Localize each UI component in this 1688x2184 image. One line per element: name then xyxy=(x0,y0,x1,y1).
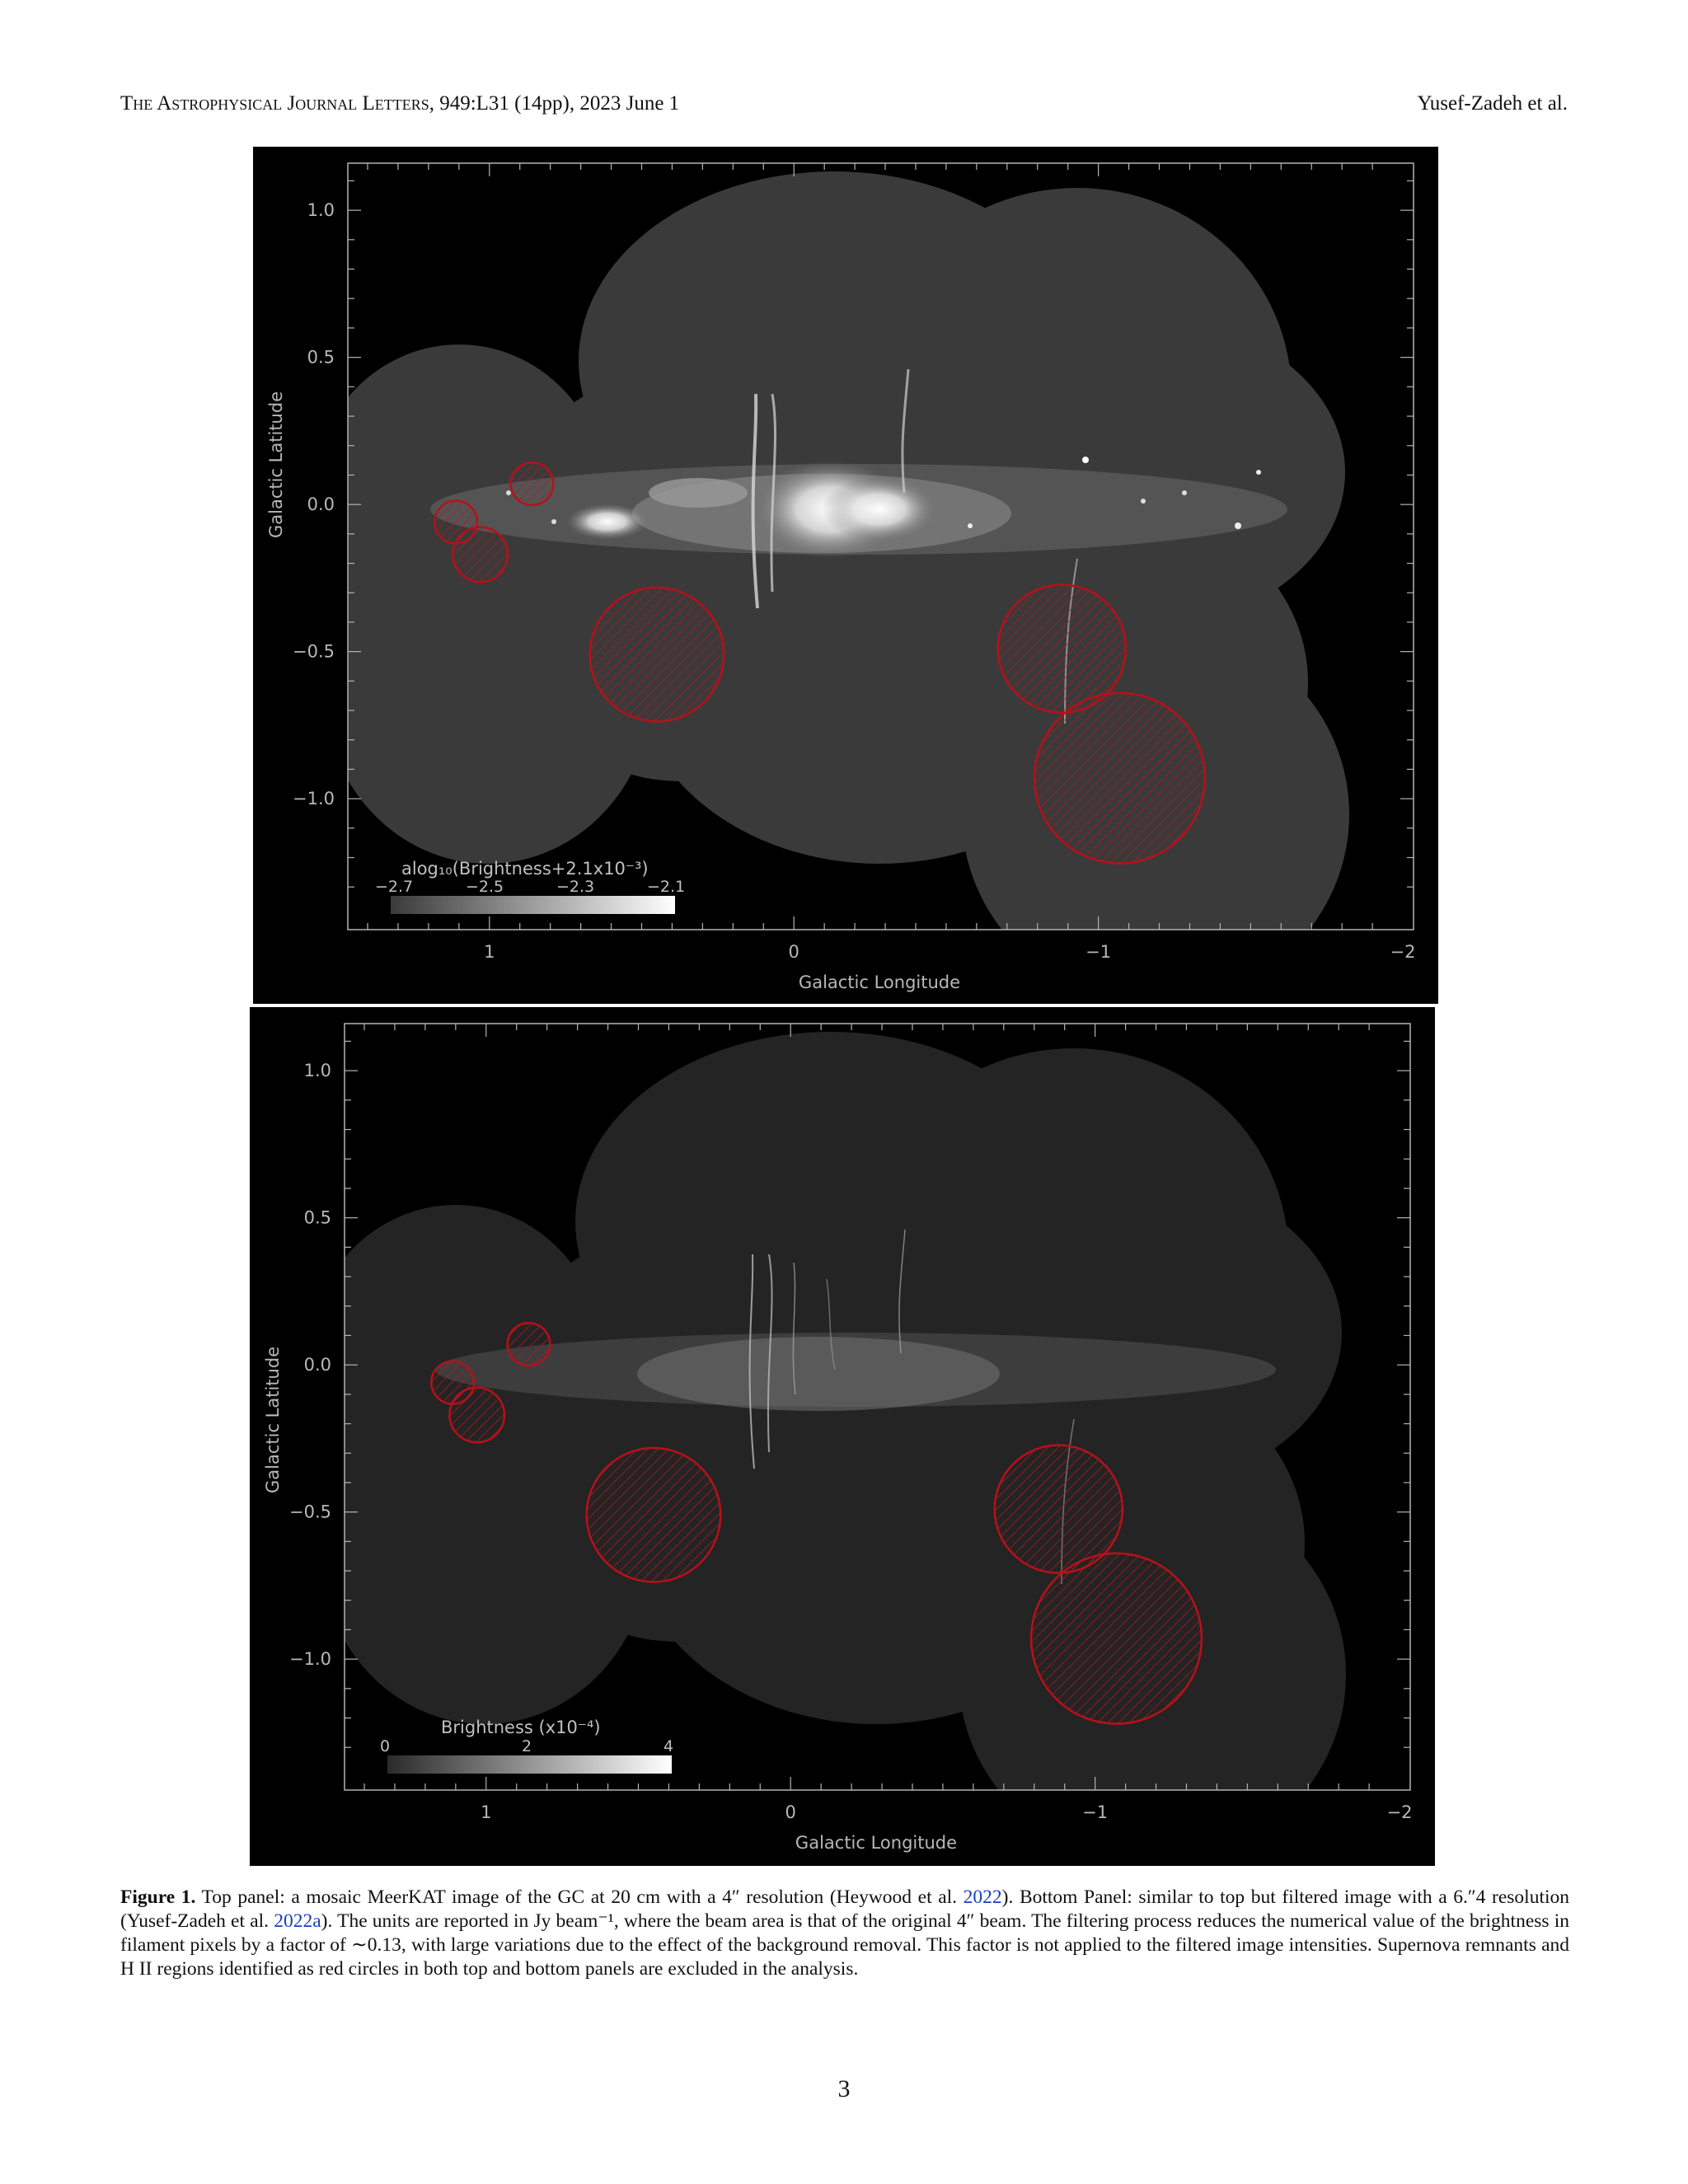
x-tick-label: 0 xyxy=(788,942,799,962)
colorbar-tick-label: −2.3 xyxy=(556,878,595,896)
colorbar xyxy=(380,1718,673,1774)
y-axis-label: Galactic Latitude xyxy=(266,391,286,538)
y-tick-label: −0.5 xyxy=(289,1502,331,1522)
x-tick-label: −1 xyxy=(1082,1802,1109,1822)
excluded-region-circle xyxy=(590,588,724,722)
colorbar-tick-label: 4 xyxy=(663,1737,674,1755)
citation-link[interactable]: 2022a xyxy=(274,1910,321,1932)
colorbar-label: alog₁₀(Brightness+2.1x10⁻³) xyxy=(401,859,649,879)
journal-name: The Astrophysical Journal Letters xyxy=(120,92,429,115)
x-tick-label: 1 xyxy=(484,942,495,962)
caption-text: Top panel: a mosaic MeerKAT image of the GC at 20 cm with a 4″ resolution (Heywood et al. xyxy=(195,1886,964,1908)
page-number: 3 xyxy=(837,2075,851,2102)
caption-label: Figure 1. xyxy=(120,1886,196,1908)
colorbar-gradient xyxy=(391,896,675,914)
y-tick-label: 0.5 xyxy=(303,1207,331,1228)
mosaic-footprint xyxy=(307,1032,1346,1864)
figure-bottom-panel xyxy=(250,1007,1435,1866)
excluded-region-circle xyxy=(1034,693,1205,864)
x-tick-label: −1 xyxy=(1085,942,1112,962)
colorbar-tick-label: −2.7 xyxy=(375,878,414,896)
y-tick-label: 0.5 xyxy=(307,347,335,368)
journal-citation: , 949:L31 (14pp), 2023 June 1 xyxy=(429,92,680,115)
top-panel-svg xyxy=(253,147,1438,1004)
y-tick-label: −1.0 xyxy=(289,1649,331,1670)
colorbar-tick-label: 0 xyxy=(380,1737,391,1755)
figure-caption xyxy=(120,1886,1569,1981)
colorbar-gradient xyxy=(387,1755,672,1774)
x-axis-label: Galactic Longitude xyxy=(795,1833,958,1853)
colorbar-tick-label: −2.1 xyxy=(647,878,686,896)
citation-link[interactable]: 2022 xyxy=(963,1886,1002,1908)
excluded-region-circle xyxy=(587,1448,721,1582)
x-tick-label: 0 xyxy=(785,1802,796,1822)
y-axis-label: Galactic Latitude xyxy=(263,1346,283,1493)
excluded-region-circle xyxy=(449,1388,504,1442)
x-tick-label: −2 xyxy=(1386,1802,1413,1822)
excluded-region-circle xyxy=(508,1323,551,1366)
running-head-journal xyxy=(120,92,679,115)
x-tick-label: −2 xyxy=(1390,942,1416,962)
y-tick-label: −0.5 xyxy=(293,641,335,662)
figure-top-panel xyxy=(253,147,1438,1004)
colorbar-tick-label: −2.5 xyxy=(466,878,504,896)
x-tick-label: 1 xyxy=(481,1802,492,1822)
bottom-panel-svg xyxy=(250,1007,1435,1866)
y-tick-label: 1.0 xyxy=(303,1061,331,1081)
colorbar-label: Brightness (x10⁻⁴) xyxy=(441,1718,601,1737)
y-tick-label: 0.0 xyxy=(307,494,335,515)
x-axis-label: Galactic Longitude xyxy=(798,972,961,992)
y-tick-label: 0.0 xyxy=(303,1355,331,1376)
colorbar xyxy=(375,859,685,914)
y-tick-label: −1.0 xyxy=(293,789,335,809)
excluded-region-circle xyxy=(511,462,554,505)
y-tick-label: 1.0 xyxy=(307,200,335,221)
running-head-authors: Yusef-Zadeh et al. xyxy=(1417,92,1568,115)
colorbar-tick-label: 2 xyxy=(522,1737,532,1755)
excluded-region-circle xyxy=(1031,1554,1202,1724)
excluded-region-circle xyxy=(452,527,507,582)
caption-text: ). Bottom Panel: similar to top but filtered image with a 6.″4 resolution (Yusef-Zadeh et al. xyxy=(120,1886,1570,1932)
caption-text: ). The units are reported in Jy beam⁻¹, where the beam area is that of the original 4″ beam. The filtering process reduces the numerical value of the brightness in filament pixels by a factor of ∼0.13, with large variations due to the effect of the background removal. This factor is not applied to the filtered image intensities. Supernova remnants and H II regions identified as red circles in both top and bottom panels are excluded in the analysis. xyxy=(120,1910,1569,1980)
